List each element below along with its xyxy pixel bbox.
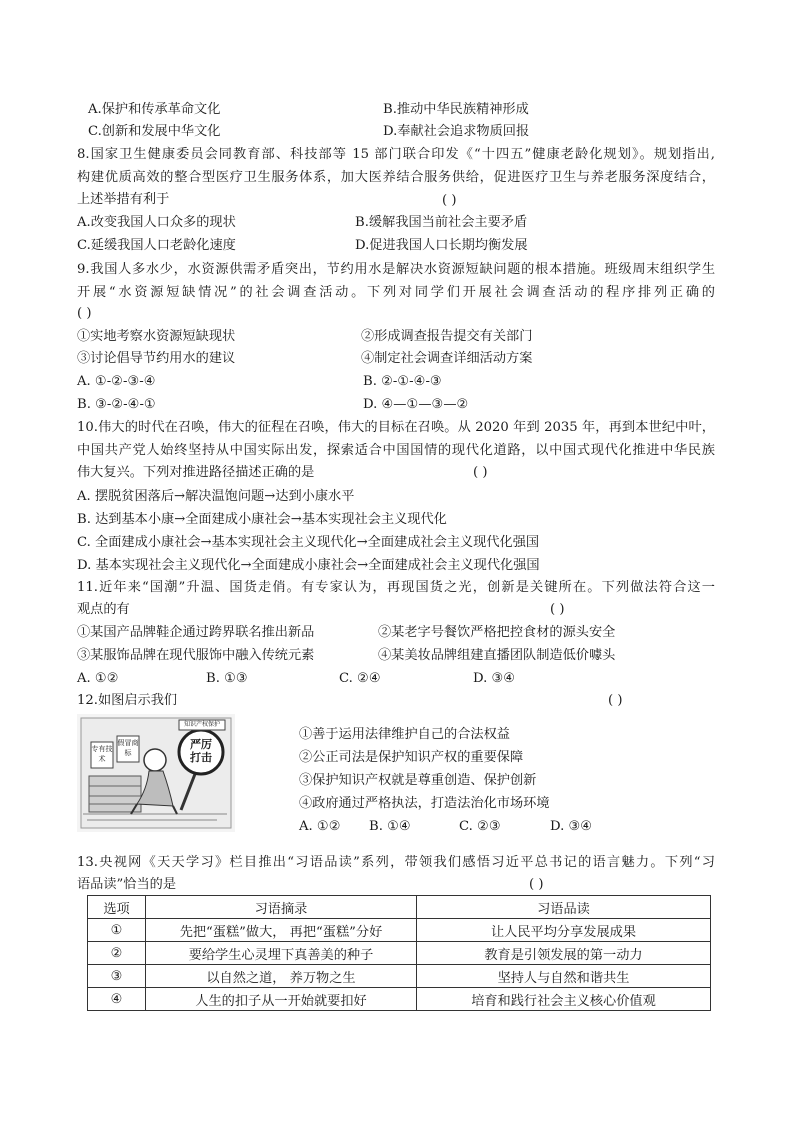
q12-item-1: ①善于运用法律维护自己的合法权益 — [299, 727, 510, 742]
q12-cartoon-small-label: 知识产权保护 — [183, 721, 220, 728]
q12-option-b: B. ①④ — [369, 819, 411, 834]
q8-option-b: B.缓解我国当前社会主要矛盾 — [355, 215, 528, 230]
q8-stem-line2: 构建优质高效的整合型医疗卫生服务体系，加大医养结合服务供给，促进医疗卫生与养老服务深度结合， — [77, 170, 715, 185]
q9-option-d: D. ④—①—③—② — [363, 397, 469, 412]
q11-option-c: C. ②④ — [339, 671, 381, 686]
table-cell-reading: 坚持人与自然和谐共生 — [417, 965, 711, 988]
q12-stem: 12.如图启示我们 — [77, 693, 178, 708]
table-header-reading: 习语品读 — [417, 896, 711, 919]
q9-item-3: ③讨论倡导节约用水的建议 — [77, 351, 236, 366]
q12-answer-paren: ( ) — [608, 693, 623, 708]
q7-option-b: B.推动中华民族精神形成 — [383, 102, 529, 117]
q9-option-b: B. ②-①-④-③ — [363, 374, 442, 389]
q13-stem-line2: 语品读”恰当的是 — [77, 877, 177, 892]
table-row — [88, 965, 711, 988]
q11-stem-line1: 11.近年来“国潮”升温、国货走俏。有专家认为，再现国货之光，创新是关键所在。下列做法符合这一 — [77, 580, 715, 595]
table-cell-quote: 先把“蛋糕”做大， 再把“蛋糕”分好 — [146, 919, 417, 942]
q10-option-c: C. 全面建成小康社会→基本实现社会主义现代化→全面建成社会主义现代化强国 — [77, 535, 540, 550]
q10-stem-line3: 伟大复兴。下列对推进路径描述正确的是 — [77, 465, 315, 480]
table-cell-reading: 让人民平均分享发展成果 — [417, 919, 711, 942]
q10-stem-line1: 10.伟大的时代在召唤，伟大的征程在召唤，伟大的目标在召唤。从 2020 年到 2035 年，再到本世纪中叶， — [77, 420, 715, 435]
q12-cartoon-box-label-1: 专有技术 — [91, 745, 113, 763]
q8-option-c: C.延缓我国人口老龄化速度 — [77, 238, 236, 253]
q13-answer-paren: ( ) — [529, 877, 544, 892]
q7-option-c: C.创新和发展中华文化 — [88, 124, 221, 139]
table-row — [88, 988, 711, 1011]
q12-item-2: ②公正司法是保护知识产权的重要保障 — [299, 750, 524, 765]
q8-stem-line3: 上述举措有利于 — [77, 192, 170, 207]
q12-option-c: C. ②③ — [459, 819, 501, 834]
q11-item-1: ①某国产品牌鞋企通过跨界联名推出新品 — [77, 625, 315, 640]
q9-stem-line2: 开展“水资源短缺情况”的社会调查活动。下列对同学们开展社会调查活动的程序排列正确的 — [77, 285, 715, 300]
q13-stem-line1: 13.央视网《天天学习》栏目推出“习语品读”系列，带领我们感悟习近平总书记的语言魅力。下列“习 — [77, 855, 715, 870]
table-cell-option: ③ — [88, 965, 146, 988]
q10-option-d: D. 基本实现社会主义现代化→全面建成小康社会→全面建成社会主义现代化强国 — [77, 558, 540, 573]
table-header-option: 选项 — [88, 896, 146, 919]
q7-option-a: A.保护和传承革命文化 — [88, 102, 221, 117]
q11-option-d: D. ③④ — [473, 671, 516, 686]
q11-stem-line2: 观点的有 — [77, 602, 130, 617]
table-header-row — [88, 896, 711, 919]
q9-stem-line1: 9.我国人多水少，水资源供需矛盾突出，节约用水是解决水资源短缺问题的根本措施。班级周末组织学生 — [77, 262, 715, 277]
q7-option-d: D.奉献社会追求物质回报 — [383, 124, 530, 139]
q12-item-3: ③保护知识产权就是尊重创造、保护创新 — [299, 773, 537, 788]
q12-cartoon-image — [77, 714, 235, 832]
q8-answer-paren: ( ) — [442, 193, 457, 208]
q10-answer-paren: ( ) — [473, 465, 488, 480]
table-cell-reading: 教育是引领发展的第一动力 — [417, 942, 711, 965]
q12-option-d: D. ③④ — [550, 819, 593, 834]
table-cell-quote: 以自然之道， 养万物之生 — [146, 965, 417, 988]
q13-table — [87, 895, 711, 1011]
q8-option-d: D.促进我国人口长期均衡发展 — [355, 238, 528, 253]
q11-item-3: ③某服饰品牌在现代服饰中融入传统元素 — [77, 648, 315, 663]
q12-cartoon-sign-text: 严厉打击 — [190, 738, 212, 764]
q10-stem-line2: 中国共产党人始终坚持从中国实际出发，探索适合中国国情的现代化道路，以中国式现代化推进中华民族 — [77, 443, 715, 458]
q9-item-1: ①实地考察水资源短缺现状 — [77, 329, 236, 344]
table-cell-reading: 培育和践行社会主义核心价值观 — [417, 988, 711, 1011]
q8-option-a: A.改变我国人口众多的现状 — [77, 215, 236, 230]
table-cell-option: ② — [88, 942, 146, 965]
table-cell-option: ④ — [88, 988, 146, 1011]
q9-item-2: ②形成调查报告提交有关部门 — [361, 329, 533, 344]
q12-option-a: A. ①② — [299, 819, 341, 834]
q8-stem-line1: 8.国家卫生健康委员会同教育部、科技部等 15 部门联合印发《“十四五”健康老龄化规划》。规划指出, — [77, 147, 715, 162]
q11-option-a: A. ①② — [77, 671, 119, 686]
table-row — [88, 942, 711, 965]
q10-option-a: A. 摆脱贫困落后→解决温饱问题→达到小康水平 — [77, 489, 355, 504]
q11-item-4: ④某美妆品牌组建直播团队制造低价噱头 — [378, 648, 616, 663]
table-row — [88, 919, 711, 942]
q12-item-4: ④政府通过严格执法，打造法治化市场环境 — [299, 796, 550, 811]
q11-option-b: B. ①③ — [206, 671, 248, 686]
table-header-quote: 习语摘录 — [146, 896, 417, 919]
table-cell-option: ① — [88, 919, 146, 942]
q9-option-a: A. ①-②-③-④ — [77, 374, 156, 389]
q11-answer-paren: ( ) — [550, 602, 565, 617]
table-cell-quote: 人生的扣子从一开始就要扣好 — [146, 988, 417, 1011]
q9-answer-paren: ( ) — [77, 306, 92, 321]
q10-option-b: B. 达到基本小康→全面建成小康社会→基本实现社会主义现代化 — [77, 512, 447, 527]
q11-item-2: ②某老字号餐饮严格把控食材的源头安全 — [378, 625, 616, 640]
table-cell-quote: 要给学生心灵埋下真善美的种子 — [146, 942, 417, 965]
q9-option-c: B. ③-②-④-① — [77, 397, 156, 412]
q12-cartoon-box-label-2: 假冒商标 — [117, 739, 139, 757]
q9-item-4: ④制定社会调查详细活动方案 — [361, 351, 533, 366]
